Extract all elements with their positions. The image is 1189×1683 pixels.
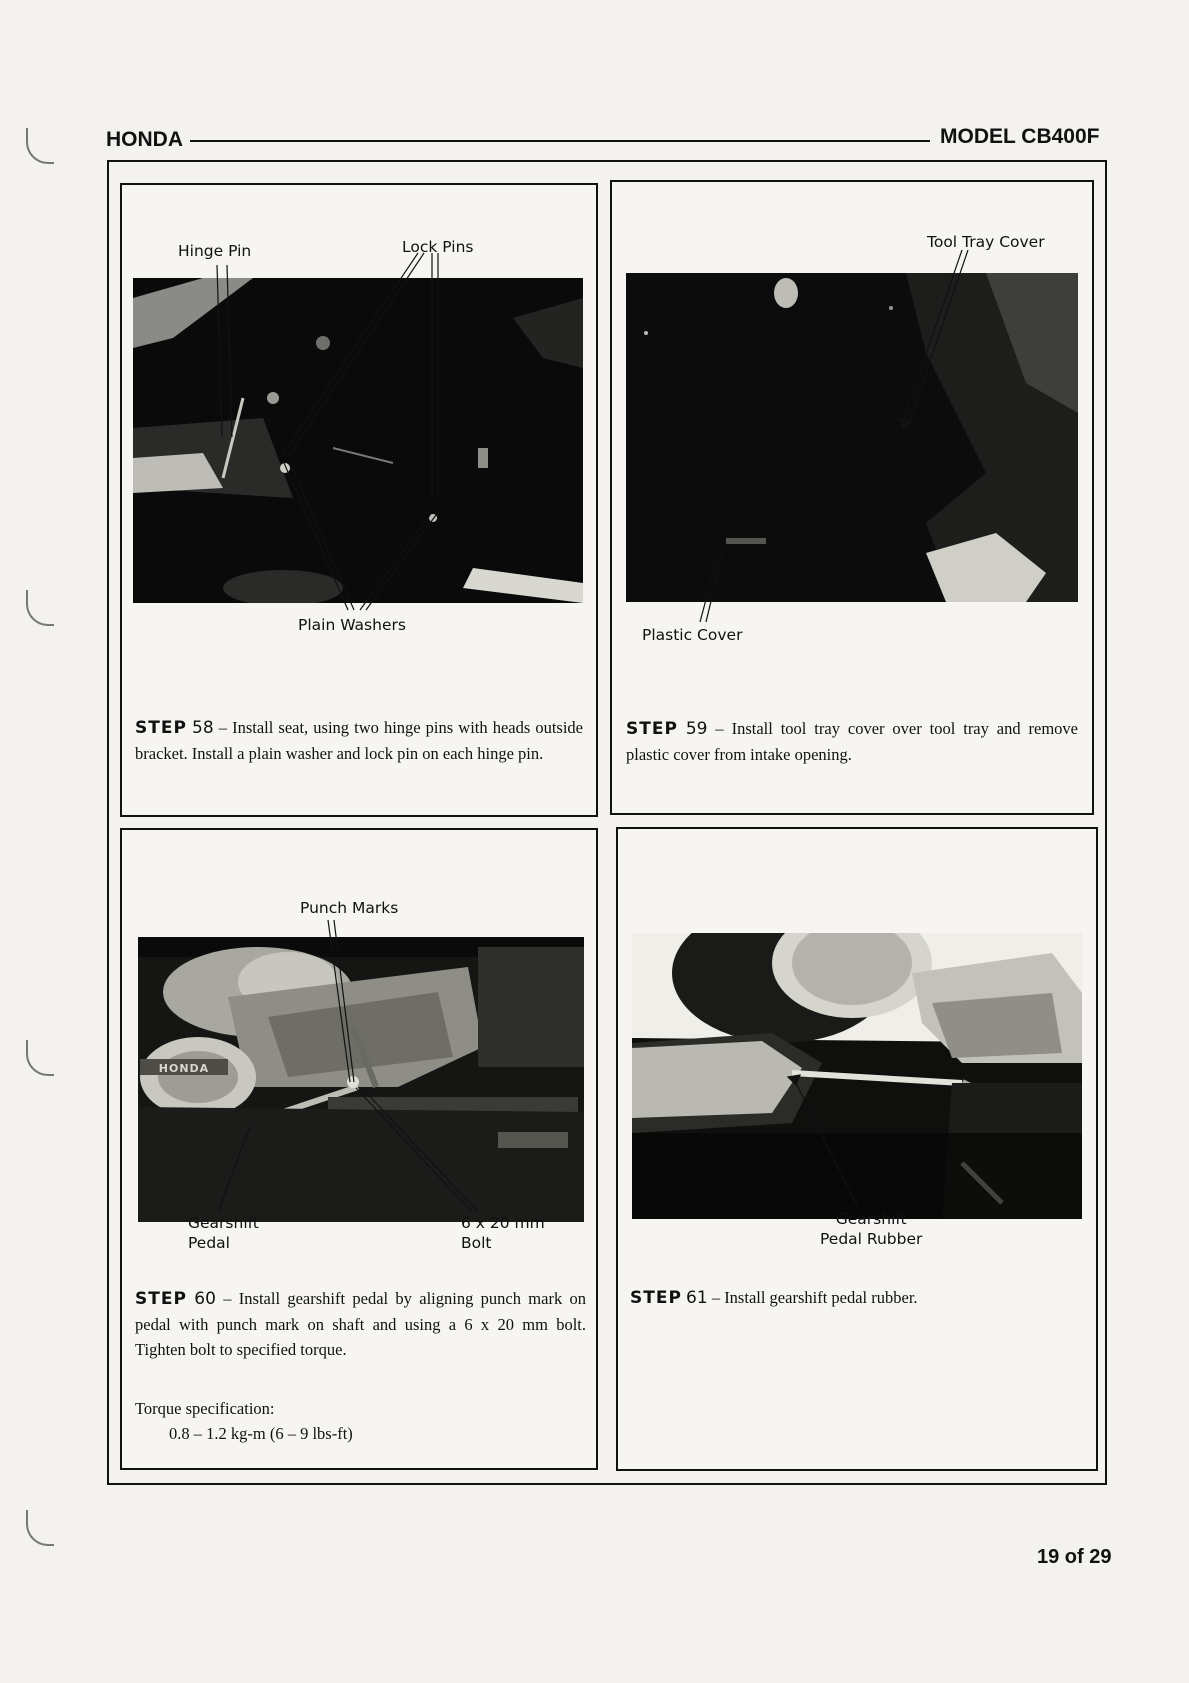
label-gearshift-pedal [188, 1213, 259, 1253]
step-61-number: 61 [686, 1288, 708, 1308]
step-61-instruction: – Install gearshift pedal rubber. [711, 1288, 918, 1307]
torque-spec-label: Torque specification: [135, 1399, 275, 1418]
step-59-number: 59 [685, 719, 708, 739]
panel-step-59 [610, 180, 1094, 815]
label-bolt-line1: 6 x 20 mm [461, 1214, 545, 1232]
label-plastic-cover: Plastic Cover [642, 626, 743, 644]
label-rubber-line1: Gearshift [835, 1210, 907, 1228]
step-60-number: 60 [194, 1289, 216, 1309]
header-model: MODEL CB400F [940, 125, 1100, 148]
photo-pedal-rubber-image [632, 933, 1082, 1219]
step-58-text [135, 715, 583, 766]
step-60-label: STEP [135, 1289, 187, 1309]
step-59-text [626, 716, 1078, 767]
step-59-instruction: – Install tool tray cover over tool tray and remove plastic cover from intake opening. [626, 719, 1079, 764]
page-number: 19 of 29 [1037, 1546, 1112, 1568]
label-gearshift-pedal-line1: Gearshift [188, 1214, 259, 1232]
photo-tool-tray-image [626, 273, 1078, 602]
panel-step-58 [120, 183, 598, 817]
label-gearshift-pedal-rubber [820, 1209, 922, 1249]
step-61-text [630, 1285, 1084, 1311]
panel-step-61 [616, 827, 1098, 1471]
torque-spec-value: 0.8 – 1.2 kg-m (6 – 9 lbs-ft) [169, 1424, 353, 1443]
photo-tool-tray [626, 273, 1078, 602]
step-58-label: STEP [135, 718, 187, 738]
header-brand: HONDA [106, 128, 183, 151]
binder-mark [26, 1040, 54, 1076]
binder-mark [26, 590, 54, 626]
label-bolt [461, 1213, 545, 1253]
step-59-label: STEP [626, 719, 678, 739]
step-60-instruction: – Install gearshift pedal by aligning punch mark on pedal with punch mark on shaft and using a 6 x 20 mm bolt. Tighten bolt to specified torque. [135, 1289, 587, 1359]
label-bolt-line2: Bolt [461, 1234, 492, 1252]
header-rule [190, 140, 930, 142]
label-hinge-pin: Hinge Pin [178, 242, 252, 260]
label-tool-tray-cover: Tool Tray Cover [927, 233, 1045, 251]
step-58-instruction: – Install seat, using two hinge pins with heads outside bracket. Install a plain washer and lock pin on each hinge pin. [135, 718, 584, 763]
step-58-number: 58 [192, 718, 214, 738]
photo-gearshift-pedal-image [138, 937, 584, 1222]
photo-seat-hinge [133, 278, 583, 603]
binder-mark [26, 1510, 54, 1546]
label-pedal-rubber [821, 1140, 830, 1160]
label-gearshift-pedal-line2: Pedal [188, 1234, 230, 1252]
label-rubber-line2: Pedal Rubber [820, 1230, 923, 1248]
panel-step-60 [120, 828, 598, 1470]
label-plain-washers: Plain Washers [298, 616, 406, 634]
binder-mark [26, 128, 54, 164]
step-61-label: STEP [630, 1288, 682, 1308]
label-punch-marks: Punch Marks [300, 899, 399, 917]
photo-seat-hinge-image [133, 278, 583, 603]
step-60-text [135, 1286, 586, 1362]
photo-gearshift-pedal [138, 937, 584, 1222]
photo-pedal-rubber [632, 933, 1082, 1219]
label-lock-pins: Lock Pins [402, 238, 474, 256]
emblem-text: HONDA [158, 1062, 210, 1075]
